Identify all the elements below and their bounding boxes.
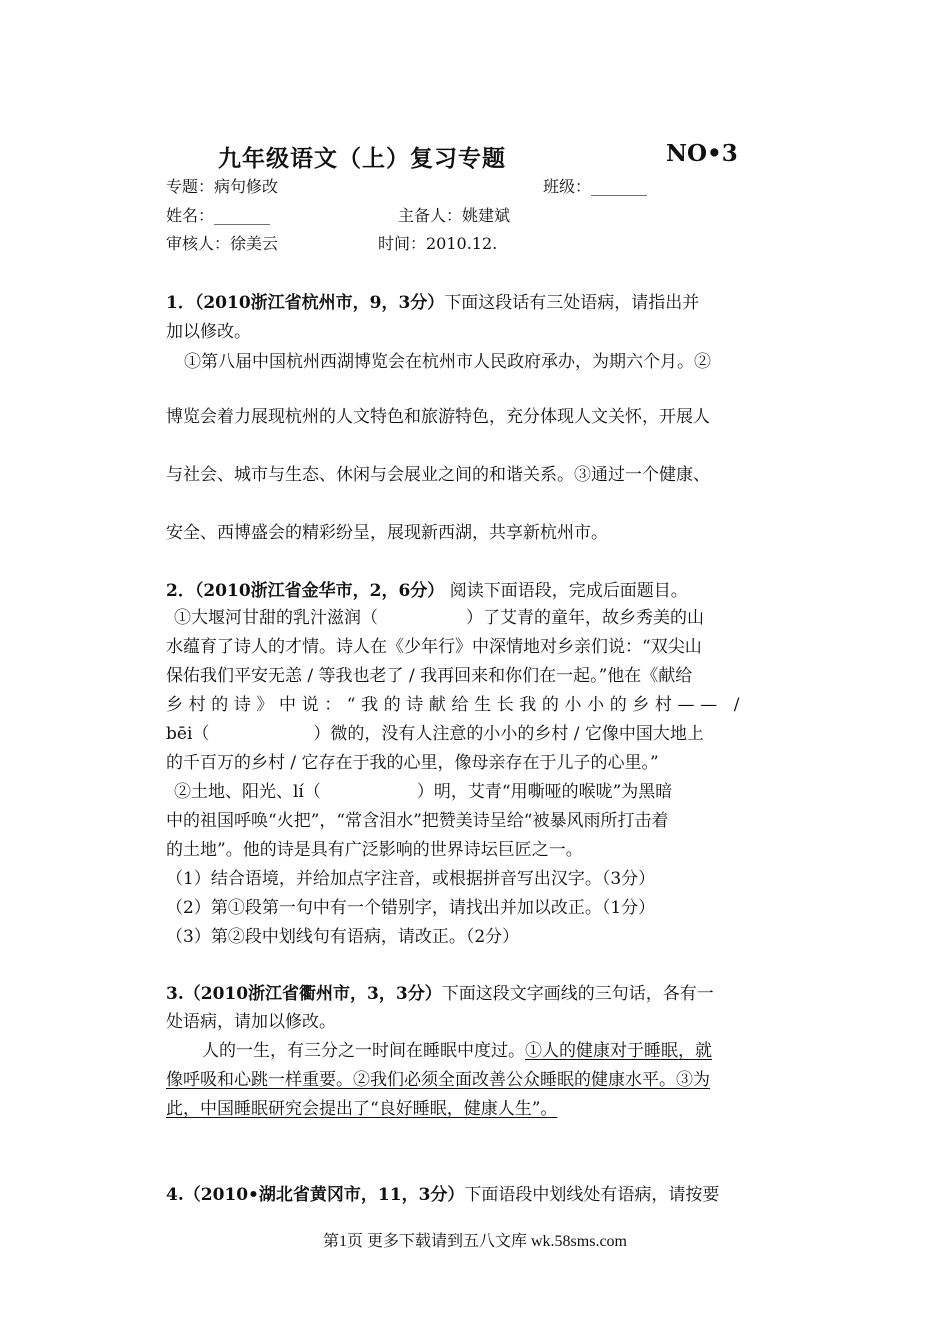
page-title: 九年级语文（上）复习专题: [218, 145, 506, 172]
passage-text: 人的一生，有三分之一时间在睡眠中度过。: [202, 1041, 525, 1061]
issue-number: NO•3: [666, 140, 738, 167]
question-2-prompt: 阅读下面语段，完成后面题目。: [449, 581, 688, 601]
preparer-label: 主备人：姚建斌: [398, 206, 511, 225]
question-2-passage-line: [174, 603, 704, 628]
page-footer: 第1页 更多下载请到五八文库 wk.58sms.com: [322, 1233, 627, 1250]
question-3-prompt: 下面这段文字画线的三句话，各有一: [441, 984, 714, 1004]
passage-text: ①大堰河甘甜的乳汁滋润（: [174, 608, 378, 628]
question-4-heading: [166, 1180, 719, 1205]
question-2-source: 2．（2010浙江省金华市，2，6分）: [166, 581, 445, 601]
question-1-prompt-cont: 加以修改。: [166, 322, 251, 342]
underlined-sentence: 像呼吸和心跳一样重要。②我们必须全面改善公众睡眠的健康水平。③为: [166, 1070, 710, 1090]
question-1-prompt: 下面这段话有三处语病，请指出并: [444, 293, 700, 313]
topic-label: 专题：病句修改: [166, 177, 279, 196]
question-3-source: 3.（2010浙江省衢州市，3，3分）: [166, 984, 442, 1004]
question-1-source: 1．（2010浙江省杭州市，9，3分）: [166, 293, 445, 313]
question-2-passage-line: 乡村的诗》中说：“我的诗献给生长我的小小的乡村—— /: [166, 695, 746, 715]
question-2-passage-line: 的千百万的乡村 / 它存在于我的心里，像母亲存在于儿子的心里。”: [166, 753, 659, 773]
time-label: 时间：2010.12.: [378, 234, 498, 253]
underlined-sentence: 此，中国睡眠研究会提出了“良好睡眠，健康人生”。: [166, 1099, 558, 1119]
question-1-heading: [166, 288, 699, 313]
question-2-subquestion: （1）结合语境，并给加点字注音，或根据拼音写出汉字。（3分）: [166, 869, 656, 889]
passage-text: bēi（: [166, 724, 210, 744]
question-2-passage-line: 保佑我们平安无恙 / 等我也老了 / 我再回来和你们在一起。”他在《献给: [166, 666, 693, 686]
passage-text: ）了艾青的童年，故乡秀美的山: [466, 608, 704, 628]
reviewer-label: 审核人：徐美云: [166, 234, 279, 253]
question-3-passage-line: [202, 1036, 712, 1061]
question-3-prompt-cont: 处语病，请加以修改。: [166, 1012, 336, 1032]
passage-text: ②土地、阳光、lí（: [174, 782, 321, 802]
question-1-line: 安全、西博盛会的精彩纷呈，展现新西湖，共享新杭州市。: [166, 523, 608, 543]
question-1-line: 与社会、城市与生态、休闲与会展业之间的和谐关系。③通过一个健康、: [166, 465, 710, 485]
name-label: 姓名：_______: [166, 206, 271, 225]
passage-text: ）明，艾青“用嘶哑的喉咙”为黑暗: [416, 782, 673, 802]
class-label: 班级：_______: [543, 177, 648, 196]
question-2-subquestion: （3）第②段中划线句有语病，请改正。（2分）: [166, 927, 520, 947]
question-4-source: 4.（2010•湖北省黄冈市，11，3分）: [166, 1185, 465, 1205]
underlined-sentence: ①人的健康对于睡眠，就: [525, 1041, 712, 1061]
question-2-passage-line: [166, 719, 704, 744]
question-2-subquestion: （2）第①段第一句中有一个错别字，请找出并加以改正。（1分）: [166, 898, 656, 918]
question-2-passage-line: [174, 777, 672, 802]
question-1-line: ①第八届中国杭州西湖博览会在杭州市人民政府承办，为期六个月。②: [184, 352, 711, 372]
question-2-passage-line: 中的祖国呼唤“火把”，“常含泪水”把赞美诗呈给“被暴风雨所打击着: [166, 811, 669, 831]
question-1-line: 博览会着力展现杭州的人文特色和旅游特色，充分体现人文关怀，开展人: [166, 407, 710, 427]
question-4-prompt: 下面语段中划线处有语病，请按要: [464, 1185, 720, 1205]
question-2-passage-line: 的土地”。他的诗是具有广泛影响的世界诗坛巨匠之一。: [166, 840, 583, 860]
question-2-passage-line: 水蕴育了诗人的才情。诗人在《少年行》中深情地对乡亲们说：“双尖山: [166, 637, 702, 657]
passage-text: ）微的，没有人注意的小小的乡村 / 它像中国大地上: [313, 724, 704, 744]
question-3-heading: [166, 979, 714, 1004]
question-2-heading: [166, 576, 688, 601]
